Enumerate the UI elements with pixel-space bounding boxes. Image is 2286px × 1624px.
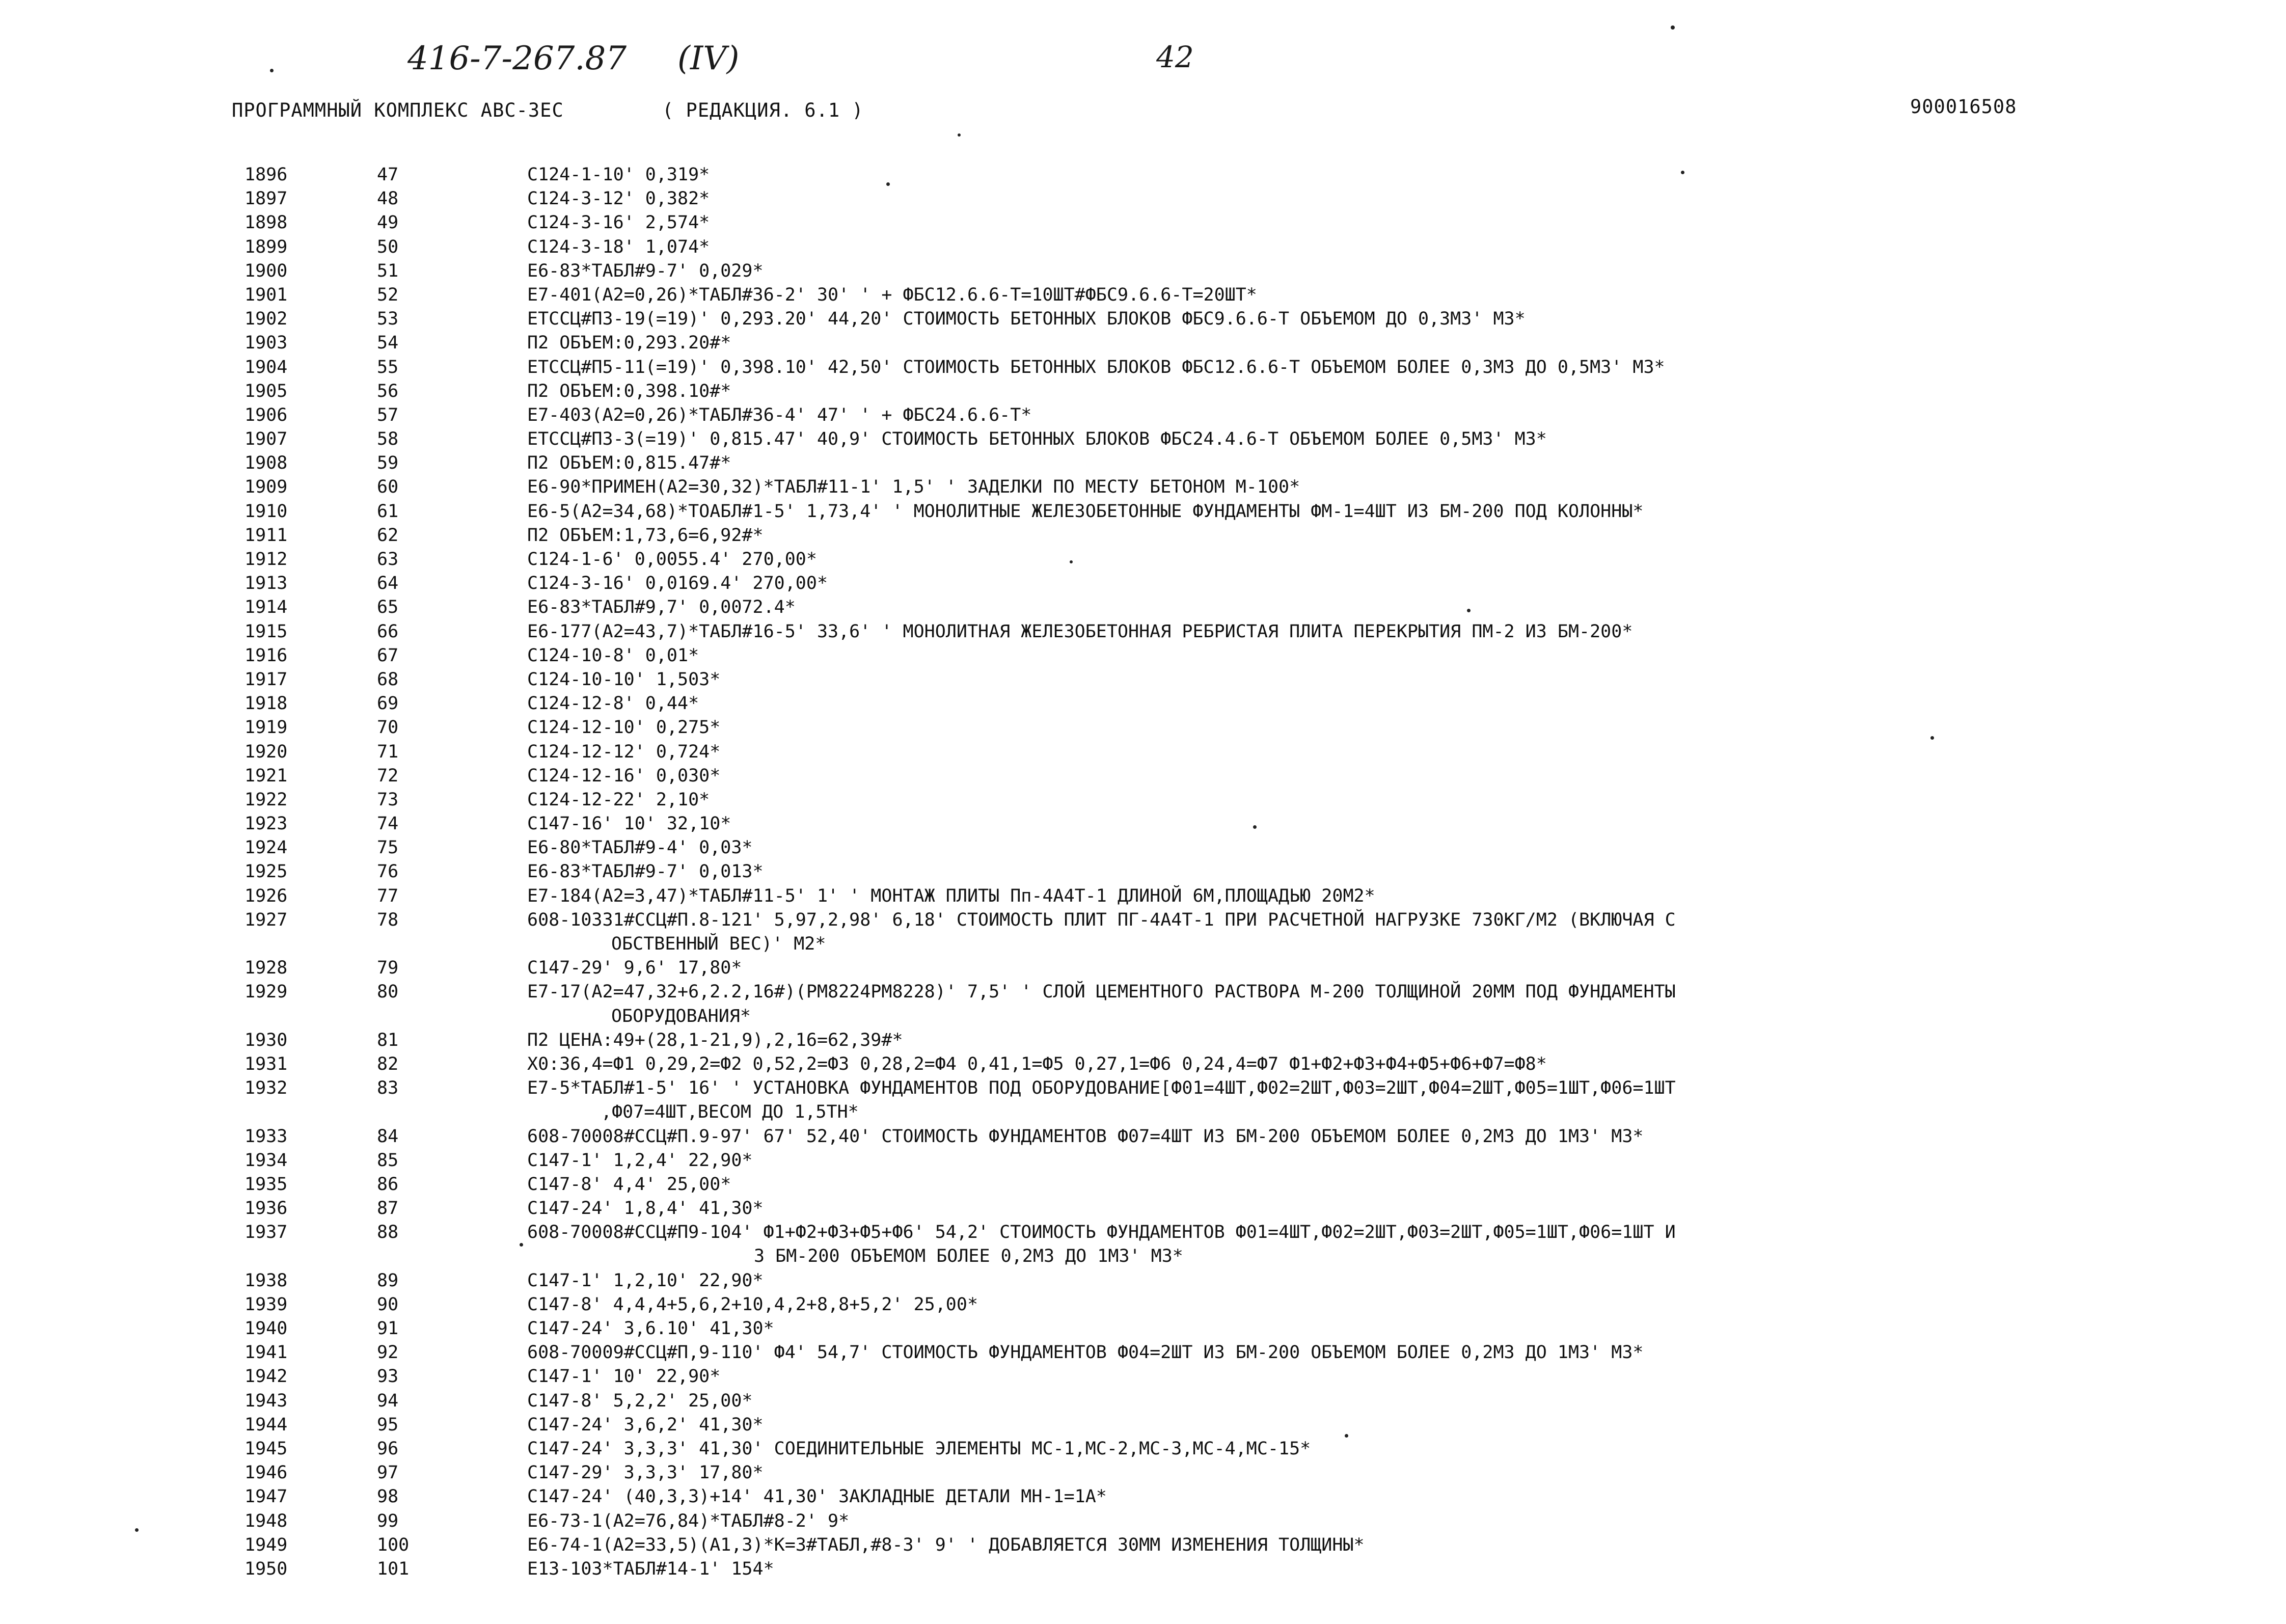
line-number: 1930	[244, 1030, 288, 1050]
listing-row	[244, 1557, 2256, 1581]
code-text: С147-1' 1,2,4' 22,90*	[527, 1150, 753, 1171]
line-number: 1901	[244, 284, 288, 305]
sequence-number: 50	[377, 236, 399, 257]
code-text: С147-8' 5,2,2' 25,00*	[527, 1390, 753, 1411]
listing-row	[244, 211, 2256, 235]
sequence-number: 91	[377, 1318, 399, 1339]
sequence-number: 52	[377, 284, 399, 305]
listing-row	[244, 884, 2256, 908]
sequence-number: 77	[377, 885, 399, 906]
listing-row	[244, 163, 2256, 187]
listing-row	[244, 1413, 2256, 1437]
sequence-number: 60	[377, 477, 399, 498]
sequence-number: 66	[377, 621, 399, 642]
code-text: С124-10-10' 1,503*	[527, 669, 721, 690]
print-speck	[1253, 825, 1257, 829]
sequence-number: 72	[377, 765, 399, 786]
code-text: С124-12-16' 0,030*	[527, 765, 721, 786]
code-text: Е6-5(А2=34,68)*ТОАБЛ#1-5' 1,73,4' ' МОНОЛИТНЫЕ ЖЕЛЕЗОБЕТОННЫЕ ФУНДАМЕНТЫ ФМ-1=4ШТ ИЗ БМ-200 ПОД КОЛОННЫ*	[527, 501, 1644, 522]
listing-row	[244, 1485, 2256, 1509]
line-number: 1913	[244, 573, 288, 594]
line-number: 1910	[244, 501, 288, 522]
line-number: 1926	[244, 885, 288, 906]
handwritten-doc-code: 416-7-267.87	[407, 40, 627, 77]
line-number: 1920	[244, 741, 288, 762]
listing-row	[244, 1269, 2256, 1293]
listing-row	[244, 380, 2256, 403]
line-number: 1943	[244, 1390, 288, 1411]
line-number: 1908	[244, 453, 288, 474]
listing-row	[244, 1149, 2256, 1173]
line-number: 1947	[244, 1486, 288, 1507]
line-number: 1912	[244, 549, 288, 570]
sequence-number: 57	[377, 404, 399, 425]
sequence-number: 65	[377, 597, 399, 618]
handwritten-page-number: 42	[1156, 40, 1194, 74]
sequence-number: 101	[377, 1558, 410, 1579]
sequence-number: 63	[377, 549, 399, 570]
line-number: 1917	[244, 669, 288, 690]
line-number: 1905	[244, 381, 288, 401]
sequence-number: 47	[377, 165, 399, 185]
sequence-number: 67	[377, 645, 399, 666]
line-number: 1932	[244, 1078, 288, 1099]
line-number: 1946	[244, 1463, 288, 1483]
sequence-number: 62	[377, 525, 399, 546]
sequence-number: 56	[377, 381, 399, 401]
code-text: С124-1-10' 0,319*	[527, 165, 710, 185]
line-number: 1915	[244, 621, 288, 642]
line-number: 1935	[244, 1174, 288, 1195]
line-number: 1919	[244, 717, 288, 738]
code-text: ЕТССЦ#П5-11(=19)' 0,398.10' 42,50' СТОИМОСТЬ БЕТОННЫХ БЛОКОВ ФБС12.6.6-Т ОБЪЕМОМ БОЛЕЕ 0,3МЗ ДО 0,5МЗ' МЗ*	[527, 357, 1665, 377]
listing-row	[244, 187, 2256, 211]
line-number: 1909	[244, 477, 288, 498]
listing-row	[244, 644, 2256, 668]
listing-row	[244, 860, 2256, 884]
listing-row	[244, 283, 2256, 307]
print-speck	[886, 182, 890, 186]
sequence-number: 68	[377, 669, 399, 690]
code-text: Е6-80*ТАБЛ#9-4' 0,03*	[527, 837, 753, 858]
listing-row	[244, 788, 2256, 812]
listing-row	[244, 668, 2256, 692]
listing-row	[244, 548, 2256, 572]
listing-row	[244, 1365, 2256, 1389]
listing-row	[244, 1197, 2256, 1221]
sequence-number: 90	[377, 1294, 399, 1315]
code-text: Е7-5*ТАБЛ#1-5' 16' ' УСТАНОВКА ФУНДАМЕНТОВ ПОД ОБОРУДОВАНИЕ[Ф01=4ШТ,Ф02=2ШТ,Ф03=2ШТ,Ф04=2ШТ,Ф05=1ШТ,Ф06=1ШТ	[527, 1078, 1676, 1099]
line-number: 1899	[244, 236, 288, 257]
listing-row	[244, 307, 2256, 331]
sequence-number: 74	[377, 814, 399, 834]
code-text: ЕТССЦ#ПЗ-3(=19)' 0,815.47' 40,9' СТОИМОСТЬ БЕТОННЫХ БЛОКОВ ФБС24.4.6-Т ОБЪЕМОМ БОЛЕЕ 0,5МЗ' МЗ*	[527, 429, 1547, 450]
sequence-number: 78	[377, 909, 399, 930]
line-number: 1904	[244, 357, 288, 377]
line-number: 1948	[244, 1510, 288, 1531]
sequence-number: 100	[377, 1534, 410, 1555]
sequence-number: 94	[377, 1390, 399, 1411]
listing-row	[244, 356, 2256, 380]
code-continuation: З БМ-200 ОБЪЕМОМ БОЛЕЕ 0,2МЗ ДО 1МЗ' МЗ*	[754, 1246, 1183, 1267]
listing-row	[244, 836, 2256, 860]
line-number: 1922	[244, 789, 288, 810]
listing-row	[244, 1293, 2256, 1317]
listing-row	[244, 692, 2256, 716]
sequence-number: 48	[377, 188, 399, 209]
sequence-number: 55	[377, 357, 399, 377]
listing-row	[244, 908, 2256, 932]
listing-row	[244, 596, 2256, 619]
listing-row	[244, 812, 2256, 836]
listing-row	[244, 524, 2256, 548]
code-text: П2 ОБЪЕМ:0,293.20#*	[527, 333, 731, 354]
code-text: С124-3-16' 0,0169.4' 270,00*	[527, 573, 828, 594]
listing-row	[244, 1052, 2256, 1076]
code-text: С124-12-12' 0,724*	[527, 741, 721, 762]
code-text: П2 ОБЪЕМ:0,815.47#*	[527, 453, 731, 474]
listing-row	[244, 475, 2256, 499]
sequence-number: 58	[377, 429, 399, 450]
listing-row	[244, 1076, 2256, 1100]
sequence-number: 92	[377, 1342, 399, 1363]
line-number: 1936	[244, 1198, 288, 1219]
code-text: Е6-90*ПРИМЕН(А2=30,32)*ТАБЛ#11-1' 1,5' ' ЗАДЕЛКИ ПО МЕСТУ БЕТОНОМ М-100*	[527, 477, 1300, 498]
listing-row	[244, 1509, 2256, 1533]
listing-row	[244, 1100, 2256, 1124]
sequence-number: 85	[377, 1150, 399, 1171]
print-speck	[1345, 1434, 1348, 1438]
listing-row	[244, 1173, 2256, 1197]
line-number: 1940	[244, 1318, 288, 1339]
code-text: 608-70009#ССЦ#П,9-110' Ф4' 54,7' СТОИМОСТЬ ФУНДАМЕНТОВ Ф04=2ШТ ИЗ БМ-200 ОБЪЕМОМ БОЛЕЕ 0,2МЗ ДО 1МЗ' МЗ*	[527, 1342, 1644, 1363]
code-text: Е6-74-1(А2=33,5)(А1,3)*К=3#ТАБЛ,#8-3' 9' ' ДОБАВЛЯЕТСЯ 30ММ ИЗМЕНЕНИЯ ТОЛЩИНЫ*	[527, 1534, 1365, 1555]
code-text: Е6-177(А2=43,7)*ТАБЛ#16-5' 33,6' ' МОНОЛИТНАЯ ЖЕЛЕЗОБЕТОННАЯ РЕБРИСТАЯ ПЛИТА ПЕРЕКРЫТИЯ ПМ-2 ИЗ БМ-200*	[527, 621, 1633, 642]
listing-row	[244, 1389, 2256, 1413]
line-number: 1949	[244, 1534, 288, 1555]
line-number: 1927	[244, 909, 288, 930]
listing-row	[244, 235, 2256, 259]
line-number: 1918	[244, 693, 288, 714]
sequence-number: 80	[377, 982, 399, 1003]
line-number: 1911	[244, 525, 288, 546]
sequence-number: 96	[377, 1438, 399, 1459]
listing-row	[244, 1533, 2256, 1557]
listing-row	[244, 331, 2256, 355]
line-number: 1934	[244, 1150, 288, 1171]
code-text: С124-3-18' 1,074*	[527, 236, 710, 257]
print-speck	[1671, 25, 1675, 30]
code-text: С124-3-12' 0,382*	[527, 188, 710, 209]
code-continuation: ОБОРУДОВАНИЯ*	[611, 1006, 751, 1026]
code-text: П2 ОБЪЕМ:1,73,6=6,92#*	[527, 525, 764, 546]
code-text: Е6-73-1(А2=76,84)*ТАБЛ#8-2' 9*	[527, 1510, 850, 1531]
print-speck	[1930, 736, 1934, 740]
header-edition: ( РЕДАКЦИЯ. 6.1 )	[662, 99, 864, 121]
line-number: 1906	[244, 404, 288, 425]
line-number: 1923	[244, 814, 288, 834]
code-text: П2 ЦЕНА:49+(28,1-21,9),2,16=62,39#*	[527, 1030, 903, 1050]
listing-row	[244, 932, 2256, 956]
line-number: 1896	[244, 165, 288, 185]
print-speck	[1467, 609, 1471, 612]
code-listing	[244, 163, 2256, 1581]
line-number: 1903	[244, 333, 288, 354]
code-text: С147-24' 3,6.10' 41,30*	[527, 1318, 774, 1339]
line-number: 1950	[244, 1558, 288, 1579]
line-number: 1939	[244, 1294, 288, 1315]
line-number: 1902	[244, 309, 288, 330]
code-text: С124-12-10' 0,275*	[527, 717, 721, 738]
code-text: Е7-403(А2=0,26)*ТАБЛ#36-4' 47' ' + ФБС24.6.6-Т*	[527, 404, 1032, 425]
code-text: Е6-83*ТАБЛ#9,7' 0,0072.4*	[527, 597, 796, 618]
line-number: 1938	[244, 1270, 288, 1291]
sequence-number: 81	[377, 1030, 399, 1050]
listing-row	[244, 1341, 2256, 1365]
header-doc-id: 900016508	[1910, 96, 2017, 118]
line-number: 1907	[244, 429, 288, 450]
listing-row	[244, 740, 2256, 764]
code-text: 608-70008#ССЦ#П9-104' Ф1+Ф2+Ф3+Ф5+Ф6' 54,2' СТОИМОСТЬ ФУНДАМЕНТОВ Ф01=4ШТ,Ф02=2ШТ,Ф03=2ШТ,Ф05=1ШТ,Ф06=1ШТ И	[527, 1222, 1676, 1243]
code-text: С147-24' 3,6,2' 41,30*	[527, 1414, 764, 1435]
code-text: Е7-401(А2=0,26)*ТАБЛ#36-2' 30' ' + ФБС12.6.6-Т=10ШТ#ФБС9.6.6-Т=20ШТ*	[527, 284, 1257, 305]
sequence-number: 49	[377, 212, 399, 233]
header-program: ПРОГРАММНЫЙ КОМПЛЕКС АВС-ЗЕС	[232, 99, 564, 121]
sequence-number: 70	[377, 717, 399, 738]
code-text: С147-24' (40,3,3)+14' 41,30' ЗАКЛАДНЫЕ ДЕТАЛИ МН-1=1А*	[527, 1486, 1107, 1507]
listing-row	[244, 427, 2256, 451]
listing-row	[244, 764, 2256, 788]
code-text: С124-1-6' 0,0055.4' 270,00*	[527, 549, 817, 570]
code-text: 608-70008#ССЦ#П.9-97' 67' 52,40' СТОИМОСТЬ ФУНДАМЕНТОВ Ф07=4ШТ ИЗ БМ-200 ОБЪЕМОМ БОЛЕЕ 0,2МЗ ДО 1МЗ' МЗ*	[527, 1126, 1644, 1147]
listing-row	[244, 620, 2256, 644]
code-text: С147-8' 4,4' 25,00*	[527, 1174, 731, 1195]
sequence-number: 64	[377, 573, 399, 594]
listing-row	[244, 1317, 2256, 1341]
sequence-number: 61	[377, 501, 399, 522]
line-number: 1929	[244, 982, 288, 1003]
code-text: П2 ОБЪЕМ:0,398.10#*	[527, 381, 731, 401]
line-number: 1916	[244, 645, 288, 666]
sequence-number: 59	[377, 453, 399, 474]
sequence-number: 97	[377, 1463, 399, 1483]
listing-row	[244, 572, 2256, 596]
listing-row	[244, 716, 2256, 740]
sequence-number: 82	[377, 1053, 399, 1074]
code-text: С147-24' 3,3,3' 41,30' СОЕДИНИТЕЛЬНЫЕ ЭЛЕМЕНТЫ МС-1,МС-2,МС-3,МС-4,МС-15*	[527, 1438, 1311, 1459]
code-text: ЕТССЦ#ПЗ-19(=19)' 0,293.20' 44,20' СТОИМОСТЬ БЕТОННЫХ БЛОКОВ ФБС9.6.6-Т ОБЪЕМОМ ДО 0,3МЗ' МЗ*	[527, 309, 1526, 330]
print-speck	[958, 133, 961, 137]
sequence-number: 99	[377, 1510, 399, 1531]
handwritten-sheet-mark: (IV)	[677, 40, 740, 77]
line-number: 1897	[244, 188, 288, 209]
code-text: С147-29' 3,3,3' 17,80*	[527, 1463, 764, 1483]
listing-row	[244, 1244, 2256, 1268]
line-number: 1931	[244, 1053, 288, 1074]
line-number: 1945	[244, 1438, 288, 1459]
line-number: 1937	[244, 1222, 288, 1243]
sequence-number: 95	[377, 1414, 399, 1435]
line-number: 1933	[244, 1126, 288, 1147]
listing-row	[244, 403, 2256, 427]
code-continuation: ОБСТВЕННЫЙ ВЕС)' М2*	[611, 934, 826, 954]
listing-row	[244, 500, 2256, 524]
line-number: 1898	[244, 212, 288, 233]
listing-row	[244, 956, 2256, 980]
code-text: С147-29' 9,6' 17,80*	[527, 958, 742, 979]
line-number: 1900	[244, 260, 288, 281]
sequence-number: 75	[377, 837, 399, 858]
sequence-number: 87	[377, 1198, 399, 1219]
code-text: С124-3-16' 2,574*	[527, 212, 710, 233]
code-text: С147-24' 1,8,4' 41,30*	[527, 1198, 764, 1219]
code-text: Х0:36,4=Ф1 0,29,2=Ф2 0,52,2=Ф3 0,28,2=Ф4 0,41,1=Ф5 0,27,1=Ф6 0,24,4=Ф7 Ф1+Ф2+Ф3+Ф4+Ф5+Ф6+Ф7=Ф8*	[527, 1053, 1547, 1074]
sequence-number: 69	[377, 693, 399, 714]
sequence-number: 53	[377, 309, 399, 330]
listing-row	[244, 1005, 2256, 1028]
listing-row	[244, 451, 2256, 475]
code-text: С124-10-8' 0,01*	[527, 645, 699, 666]
print-speck	[1070, 560, 1073, 563]
line-number: 1928	[244, 958, 288, 979]
listing-row	[244, 1437, 2256, 1461]
line-number: 1925	[244, 861, 288, 882]
listing-row	[244, 259, 2256, 283]
line-number: 1942	[244, 1366, 288, 1387]
sequence-number: 88	[377, 1222, 399, 1243]
line-number: 1944	[244, 1414, 288, 1435]
sequence-number: 76	[377, 861, 399, 882]
code-text: Е7-184(А2=3,47)*ТАБЛ#11-5' 1' ' МОНТАЖ ПЛИТЫ Пп-4А4Т-1 ДЛИНОЙ 6М,ПЛОЩАДЬЮ 20М2*	[527, 885, 1375, 906]
print-speck	[270, 69, 274, 72]
line-number: 1941	[244, 1342, 288, 1363]
sequence-number: 93	[377, 1366, 399, 1387]
print-speck	[135, 1528, 139, 1532]
sequence-number: 79	[377, 958, 399, 979]
sequence-number: 86	[377, 1174, 399, 1195]
code-text: С147-1' 10' 22,90*	[527, 1366, 721, 1387]
code-text: Е7-17(А2=47,32+6,2.2,16#)(РМ8224РМ8228)' 7,5' ' СЛОЙ ЦЕМЕНТНОГО РАСТВОРА М-200 ТОЛЩИНОЙ 20ММ ПОД ФУНДАМЕНТЫ	[527, 982, 1676, 1003]
line-number: 1914	[244, 597, 288, 618]
print-speck	[520, 1243, 523, 1247]
listing-row	[244, 1125, 2256, 1149]
sequence-number: 54	[377, 333, 399, 354]
sequence-number: 98	[377, 1486, 399, 1507]
code-text: С147-8' 4,4,4+5,6,2+10,4,2+8,8+5,2' 25,00*	[527, 1294, 978, 1315]
listing-row	[244, 980, 2256, 1004]
sequence-number: 51	[377, 260, 399, 281]
listing-row	[244, 1028, 2256, 1052]
code-text: С147-1' 1,2,10' 22,90*	[527, 1270, 764, 1291]
code-text: 608-10331#ССЦ#П.8-121' 5,97,2,98' 6,18' СТОИМОСТЬ ПЛИТ ПГ-4А4Т-1 ПРИ РАСЧЕТНОЙ НАГРУЗКЕ 730КГ/М2 (ВКЛЮЧАЯ С	[527, 909, 1676, 930]
sequence-number: 84	[377, 1126, 399, 1147]
code-text: Е6-83*ТАБЛ#9-7' 0,029*	[527, 260, 764, 281]
sequence-number: 83	[377, 1078, 399, 1099]
code-continuation: ,Ф07=4ШТ,ВЕСОМ ДО 1,5ТН*	[601, 1102, 859, 1123]
sequence-number: 71	[377, 741, 399, 762]
code-text: С147-16' 10' 32,10*	[527, 814, 731, 834]
sequence-number: 89	[377, 1270, 399, 1291]
line-number: 1921	[244, 765, 288, 786]
code-text: Е6-83*ТАБЛ#9-7' 0,013*	[527, 861, 764, 882]
print-speck	[1681, 171, 1684, 174]
listing-row	[244, 1461, 2256, 1485]
listing-row	[244, 1221, 2256, 1244]
code-text: С124-12-22' 2,10*	[527, 789, 710, 810]
code-text: С124-12-8' 0,44*	[527, 693, 699, 714]
code-text: Е13-103*ТАБЛ#14-1' 154*	[527, 1558, 774, 1579]
line-number: 1924	[244, 837, 288, 858]
sequence-number: 73	[377, 789, 399, 810]
